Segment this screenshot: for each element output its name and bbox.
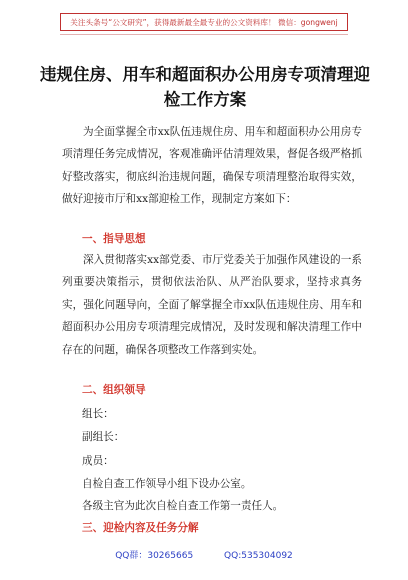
guiding-ideology-paragraph: 深入贯彻落实xx部党委、市厅党委关于加强作风建设的一系列重要决策指示，贯彻依法治队、从严治队要求，坚持求真务实，强化问题导向，全面了解掌握全市xx队伍违规住房、用车和超面积办公用房专项清理完成情况，及时发现和解决清理工作中存在的问题，确保各项整改工作落到实处。 [62, 254, 362, 356]
leader-line: 组长： [82, 408, 114, 420]
deputy-leader-line: 副组长： [82, 431, 125, 443]
section-heading-leadership: 二、组织领导 [82, 384, 146, 396]
intro-paragraph: 为全面掌握全市xx队伍违规住房、用车和超面积办公用房专项清理任务完成情况，客观准确评估清理效果，督促各级严格抓好整改落实，彻底纠治违规问题，确保专项清理整治取得实效，做好迎接市厅和xx部迎检工作，现制定方案如下： [62, 126, 362, 206]
section-heading-inspection-content: 三、迎检内容及任务分解 [82, 522, 199, 534]
section-heading-guiding-ideology: 一、指导思想 [82, 233, 146, 245]
footer-qq-group: QQ群：30265665 [115, 551, 194, 561]
document-title: 违规住房、用车和超面积办公用房专项清理迎检工作方案 [40, 65, 370, 109]
responsibility-line: 各级主官为此次自检自查工作第一责任人。 [82, 500, 284, 512]
office-line: 自检自查工作领导小组下设办公室。 [82, 478, 252, 490]
promo-banner: 关注头条号“公文研究”，获得最新最全最专业的公文资料库！ 微信：gongwenj [60, 13, 348, 31]
footer-qq: QQ:535304092 [224, 551, 293, 561]
members-line: 成员： [82, 455, 114, 467]
banner-divider [60, 34, 348, 35]
footer-contact [0, 548, 408, 561]
